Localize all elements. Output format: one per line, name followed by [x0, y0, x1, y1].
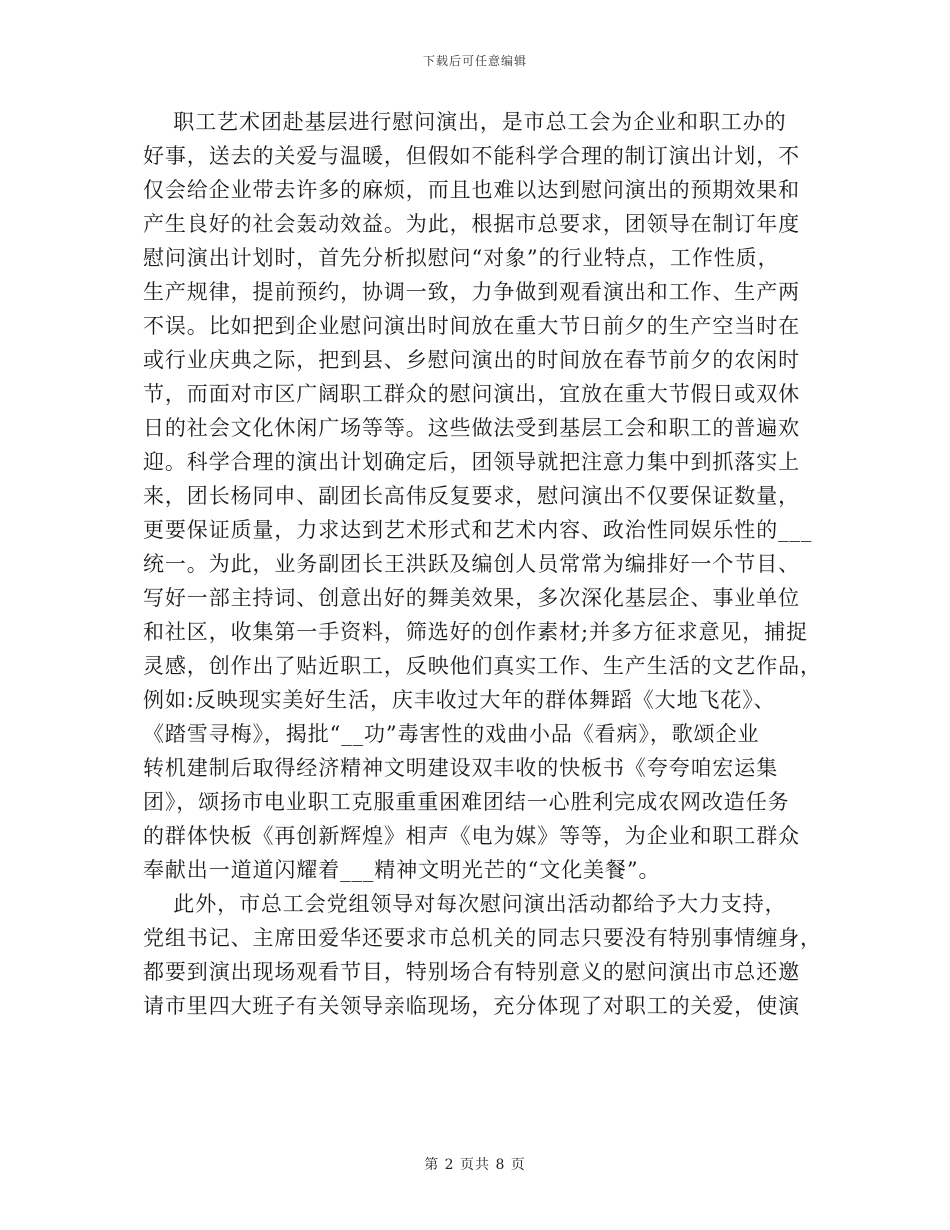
text-line: 更要保证质量，力求达到艺术形式和艺术内容、政治性同娱乐性的___: [143, 518, 813, 542]
text-line: 统一。为此，业务副团长王洪跃及编创人员常常为编排好一个节目、: [143, 552, 800, 576]
text-line: 的群体快板《再创新辉煌》相声《电为媒》等等，为企业和职工群众: [143, 824, 800, 848]
text-line: 《踏雪寻梅》，揭批“__功”毒害性的戏曲小品《看病》，歌颂企业: [143, 722, 760, 746]
text-line: 转机建制后取得经济精神文明建设双丰收的快板书《夸夸咱宏运集: [143, 756, 779, 780]
text-line: 职工艺术团赴基层进行慰问演出，是市总工会为企业和职工办的: [143, 110, 787, 134]
text-line: 来，团长杨同申、副团长高伟反复要求，慰问演出不仅要保证数量，: [143, 484, 800, 508]
text-line: 和社区，收集第一手资料，筛选好的创作素材;并多方征求意见，捕捉: [143, 620, 808, 644]
page-footer: 第 2 页共 8 页: [424, 1157, 526, 1173]
text-line: 不误。比如把到企业慰问演出时间放在重大节日前夕的生产空当时在: [143, 314, 800, 338]
text-line: 产生良好的社会轰动效益。为此，根据市总要求，团领导在制订年度: [143, 212, 800, 236]
text-line: 奉献出一道道闪耀着___精神文明光芒的“文化美餐”。: [143, 858, 661, 882]
page-header: 下载后可任意编辑: [422, 54, 527, 68]
text-line: 好事，送去的关爱与温暖，但假如不能科学合理的制订演出计划，不: [143, 144, 800, 168]
document-body: [143, 105, 822, 1023]
text-line: 例如:反映现实美好生活，庆丰收过大年的群体舞蹈《大地飞花》、: [143, 688, 776, 712]
text-line: 日的社会文化休闲广场等等。这些做法受到基层工会和职工的普遍欢: [143, 416, 800, 440]
text-line: 灵感，创作出了贴近职工，反映他们真实工作、生产生活的文艺作品，: [143, 654, 822, 678]
text-line: 或行业庆典之际，把到县、乡慰问演出的时间放在春节前夕的农闲时: [143, 348, 800, 372]
text-line: 党组书记、主席田爱华还要求市总机关的同志只要没有特别事情缠身，: [143, 926, 822, 950]
text-line: 请市里四大班子有关领导亲临现场，充分体现了对职工的关爱，使演: [143, 994, 800, 1018]
text-line: 团》，颂扬市电业职工克服重重困难团结一心胜利完成农网改造任务: [143, 790, 790, 814]
text-line: 生产规律，提前预约，协调一致，力争做到观看演出和工作、生产两: [143, 280, 800, 304]
text-line: 节，而面对市区广阔职工群众的慰问演出，宜放在重大节假日或双休: [143, 382, 800, 406]
text-line: 慰问演出计划时，首先分析拟慰问“对象”的行业特点，工作性质，: [143, 246, 780, 270]
text-line: 仅会给企业带去许多的麻烦，而且也难以达到慰问演出的预期效果和: [143, 178, 800, 202]
text-line: 都要到演出现场观看节目，特别场合有特别意义的慰问演出市总还邀: [143, 960, 800, 984]
text-line: 此外，市总工会党组领导对每次慰问演出活动都给予大力支持，: [143, 892, 787, 916]
text-line: 写好一部主持词、创意出好的舞美效果，多次深化基层企、事业单位: [143, 586, 800, 610]
text-line: 迎。科学合理的演出计划确定后，团领导就把注意力集中到抓落实上: [143, 450, 800, 474]
